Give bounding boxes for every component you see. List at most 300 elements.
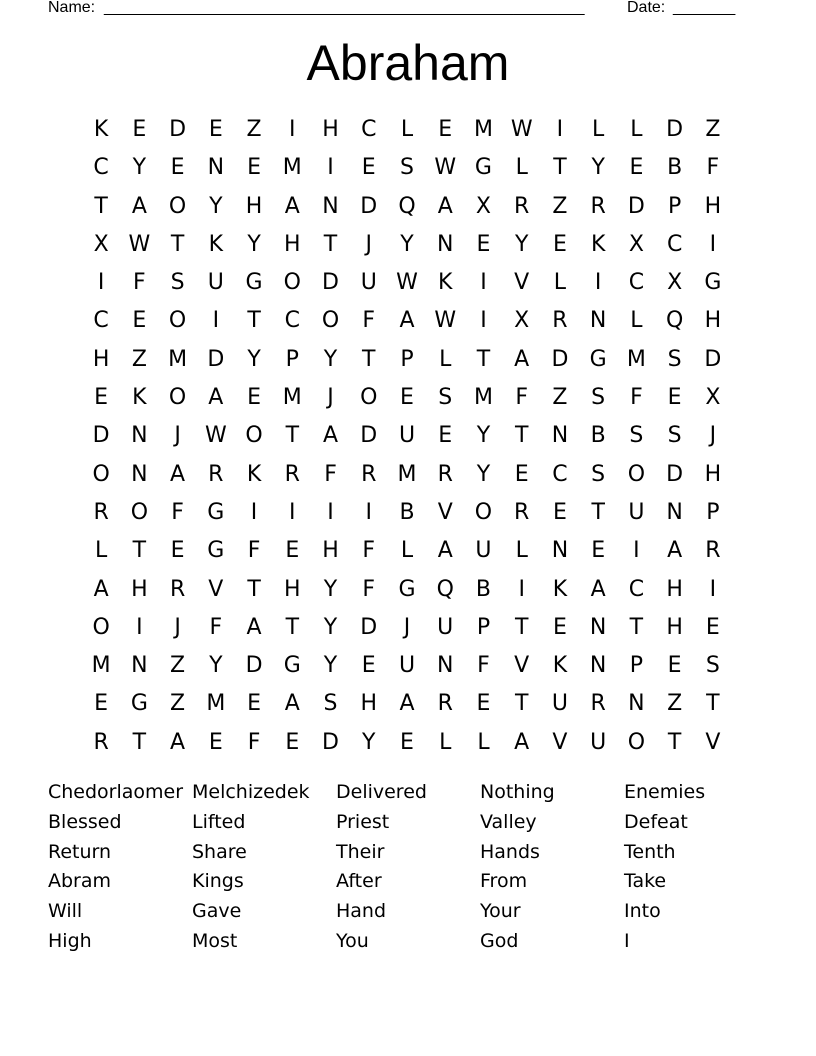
grid-letter: M — [473, 385, 493, 411]
grid-letter: Q — [436, 576, 454, 602]
grid-letter: N — [131, 461, 148, 487]
grid-row — [82, 724, 732, 762]
grid-letter: V — [514, 653, 530, 679]
grid-letter: Z — [170, 691, 186, 717]
grid-letter: T — [476, 346, 491, 372]
word-list-item: Melchizedek — [192, 781, 310, 803]
grid-letter: O — [168, 308, 187, 334]
grid-letter: J — [327, 385, 334, 411]
grid-letter: J — [403, 614, 411, 640]
grid-letter: I — [289, 499, 296, 525]
grid-letter: J — [709, 423, 717, 449]
grid-letter: A — [246, 614, 262, 640]
grid-letter: D — [704, 346, 722, 372]
grid-letter: F — [362, 308, 376, 334]
grid-letter: N — [131, 653, 148, 679]
word-list-item: Into — [624, 900, 661, 923]
grid-letter: E — [552, 499, 567, 525]
grid-letter: F — [630, 385, 643, 411]
grid-letter: X — [93, 231, 109, 257]
grid-letter: U — [207, 270, 224, 296]
grid-letter: D — [360, 423, 378, 449]
grid-letter: L — [400, 117, 414, 142]
grid-letter: Y — [323, 576, 338, 602]
grid-letter: U — [475, 538, 492, 564]
grid-letter: E — [94, 691, 109, 717]
grid-letter: Y — [323, 653, 338, 679]
grid-letter: N — [628, 691, 645, 717]
grid-letter: Y — [323, 346, 338, 372]
grid-row — [82, 456, 732, 494]
grid-letter: H — [245, 193, 263, 219]
grid-letter: O — [92, 461, 110, 487]
word-list-item: Chedorlaomer — [48, 781, 184, 803]
grid-letter: M — [473, 117, 493, 142]
grid-letter: H — [284, 576, 301, 602]
grid-letter: I — [327, 155, 334, 181]
grid-letter: E — [514, 461, 529, 487]
date-field[interactable]: _______ — [673, 0, 736, 16]
grid-letter: I — [327, 499, 334, 525]
word-list-item: Kings — [192, 870, 244, 893]
grid-letter: C — [628, 270, 645, 296]
word-list-item: Abram — [48, 870, 112, 893]
grid-letter: A — [399, 691, 415, 717]
grid-letter: M — [168, 346, 188, 372]
grid-letter: Z — [552, 385, 568, 411]
grid-letter: R — [590, 691, 606, 717]
grid-letter: D — [245, 653, 263, 679]
grid-letter: K — [552, 653, 568, 679]
grid-letter: I — [480, 270, 487, 296]
grid-letter: A — [590, 576, 606, 602]
grid-letter: H — [704, 193, 722, 219]
grid-letter: G — [245, 270, 263, 296]
grid-letter: A — [170, 461, 186, 487]
grid-letter: S — [591, 385, 606, 411]
grid-letter: G — [207, 538, 225, 564]
grid-letter: A — [514, 729, 530, 755]
word-list-item: Enemies — [624, 781, 706, 803]
grid-letter: C — [93, 308, 109, 334]
grid-letter: Z — [131, 346, 147, 372]
grid-letter: N — [207, 155, 225, 181]
grid-letter: K — [208, 231, 224, 257]
grid-letter: S — [400, 155, 414, 181]
grid-letter: E — [170, 538, 185, 564]
grid-letter: D — [322, 270, 339, 296]
grid-letter: O — [283, 270, 301, 296]
name-label: Name: — [48, 0, 96, 16]
grid-letter: C — [361, 117, 377, 142]
grid-letter: W — [128, 231, 151, 257]
grid-letter: Q — [398, 193, 416, 219]
word-list-item: Defeat — [624, 810, 688, 833]
grid-letter: P — [285, 346, 299, 372]
grid-letter: G — [283, 653, 301, 679]
grid-letter: N — [589, 653, 607, 679]
grid-letter: A — [284, 691, 300, 717]
grid-letter: B — [399, 499, 415, 525]
grid-letter: B — [590, 423, 606, 449]
grid-letter: E — [667, 385, 682, 411]
grid-letter: M — [282, 155, 302, 181]
grid-letter: T — [667, 729, 682, 755]
grid-letter: C — [93, 155, 109, 181]
grid-letter: J — [174, 614, 181, 640]
grid-letter: L — [439, 346, 452, 372]
grid-letter: Q — [665, 308, 684, 334]
grid-letter: J — [365, 231, 372, 257]
grid-letter: T — [285, 423, 300, 449]
grid-letter: F — [706, 155, 720, 181]
word-list-item: Share — [192, 840, 247, 863]
grid-letter: H — [666, 576, 683, 602]
grid-letter: Z — [705, 117, 721, 142]
grid-letter: W — [510, 117, 533, 142]
grid-letter: T — [514, 614, 529, 640]
grid-letter: Y — [591, 155, 605, 181]
word-list-item: Your — [480, 900, 521, 923]
word-list-item: Hands — [480, 840, 540, 863]
grid-row — [82, 571, 732, 609]
grid-letter: F — [133, 270, 146, 296]
word-list-item: Return — [48, 840, 112, 863]
grid-letter: I — [212, 308, 220, 334]
grid-letter: Y — [209, 653, 223, 679]
grid-letter: R — [169, 576, 186, 602]
grid-letter: E — [552, 231, 567, 257]
grid-letter: Y — [209, 193, 223, 219]
grid-letter: N — [551, 538, 569, 564]
grid-letter: K — [590, 231, 606, 257]
grid-letter: G — [207, 499, 225, 525]
grid-letter: E — [361, 155, 376, 181]
grid-letter: W — [434, 308, 457, 334]
grid-letter: H — [322, 117, 339, 142]
grid-letter: G — [589, 346, 607, 372]
grid-letter: E — [438, 423, 453, 449]
grid-letter: V — [705, 729, 721, 755]
grid-letter: M — [206, 691, 226, 717]
grid-letter: R — [552, 308, 568, 334]
header — [48, 0, 748, 20]
grid-letter: H — [704, 461, 722, 487]
grid-letter: E — [629, 155, 644, 181]
grid-letter: F — [362, 576, 376, 602]
word-list-item: Lifted — [192, 810, 246, 833]
grid-row — [82, 494, 732, 532]
grid-letter: K — [438, 270, 453, 296]
grid-letter: Y — [362, 729, 376, 755]
grid-letter: D — [627, 193, 645, 219]
word-list-item: God — [480, 929, 519, 952]
grid-letter: D — [92, 423, 110, 449]
grid-letter: R — [514, 499, 530, 525]
grid-row — [82, 302, 732, 340]
grid-letter: T — [514, 423, 529, 449]
grid-letter: F — [247, 729, 261, 755]
grid-letter: C — [552, 461, 568, 487]
grid-letter: N — [666, 499, 683, 525]
grid-letter: I — [709, 576, 717, 602]
grid-letter: X — [475, 193, 491, 219]
grid-letter: D — [666, 117, 684, 142]
grid-letter: A — [93, 576, 109, 602]
grid-letter: P — [706, 499, 720, 525]
grid-letter: D — [360, 193, 378, 219]
word-list-item: Blessed — [48, 810, 122, 833]
grid-letter: I — [365, 499, 372, 525]
grid-letter: R — [437, 461, 453, 487]
grid-row — [82, 609, 732, 647]
grid-letter: Z — [246, 117, 262, 142]
grid-letter: U — [551, 691, 568, 717]
grid-letter: R — [705, 538, 721, 564]
grid-letter: R — [208, 461, 224, 487]
grid-letter: R — [361, 461, 377, 487]
grid-letter: Y — [247, 346, 261, 372]
grid-letter: D — [666, 461, 684, 487]
grid-letter: A — [437, 538, 453, 564]
grid-letter: F — [209, 614, 223, 640]
grid-letter: E — [247, 155, 261, 181]
grid-letter: I — [633, 538, 640, 564]
grid-letter: E — [476, 691, 491, 717]
grid-letter: E — [705, 614, 720, 640]
grid-letter: O — [168, 385, 187, 411]
grid-letter: M — [91, 653, 111, 679]
grid-letter: A — [667, 538, 683, 564]
grid-letter: O — [130, 499, 149, 525]
grid-letter: A — [131, 193, 147, 219]
grid-letter: H — [131, 576, 148, 602]
grid-letter: U — [628, 499, 645, 525]
grid-letter: T — [132, 538, 147, 564]
grid-row — [82, 685, 732, 723]
grid-letter: N — [436, 231, 454, 257]
grid-letter: P — [400, 346, 414, 372]
grid-letter: L — [553, 270, 567, 296]
grid-letter: T — [553, 155, 567, 181]
grid-letter: V — [437, 499, 453, 525]
word-list-item: Most — [192, 929, 238, 952]
grid-letter: Z — [667, 691, 683, 717]
grid-letter: D — [322, 729, 339, 755]
grid-letter: Z — [170, 653, 186, 679]
grid-row — [82, 417, 732, 455]
grid-letter: O — [245, 423, 263, 449]
page-title: Abraham — [306, 35, 510, 91]
grid-letter: E — [208, 117, 223, 142]
grid-letter: W — [434, 155, 457, 181]
grid-letter: Y — [400, 231, 414, 257]
grid-letter: S — [591, 461, 606, 487]
grid-row — [82, 532, 732, 570]
grid-letter: H — [322, 538, 339, 564]
grid-letter: G — [474, 155, 492, 181]
word-list-item: Will — [48, 900, 83, 923]
grid-letter: U — [398, 423, 416, 449]
grid-row — [82, 111, 732, 149]
grid-letter: O — [360, 385, 378, 411]
grid-letter: H — [92, 346, 110, 372]
grid-letter: F — [324, 461, 337, 487]
grid-letter: X — [667, 270, 683, 296]
grid-letter: L — [400, 538, 414, 564]
grid-letter: A — [170, 729, 186, 755]
grid-letter: C — [666, 231, 683, 257]
grid-letter: O — [321, 308, 340, 334]
grid-letter: F — [477, 653, 490, 679]
grid-letter: I — [594, 270, 602, 296]
grid-letter: G — [130, 691, 148, 717]
grid-letter: N — [131, 423, 148, 449]
grid-letter: X — [514, 308, 530, 334]
word-list-item: Delivered — [336, 781, 427, 803]
grid-letter: I — [289, 117, 296, 142]
grid-row — [82, 647, 732, 685]
grid-letter: A — [284, 193, 300, 219]
grid-letter: E — [94, 385, 109, 411]
grid-letter: E — [476, 231, 491, 257]
grid-letter: T — [514, 691, 529, 717]
grid-letter: U — [437, 614, 454, 640]
grid-letter: E — [591, 538, 606, 564]
grid-letter: S — [705, 653, 720, 679]
word-list-item: From — [480, 870, 528, 893]
name-field[interactable]: ______________________________________________________ — [104, 0, 585, 16]
grid-letter: B — [475, 576, 491, 602]
grid-letter: M — [397, 461, 417, 487]
grid-letter: C — [284, 308, 300, 334]
grid-letter: H — [360, 691, 378, 717]
grid-letter: E — [285, 538, 300, 564]
grid-letter: D — [169, 117, 187, 142]
grid-letter: Z — [552, 193, 568, 219]
grid-letter: J — [174, 423, 181, 449]
word-list-item: Nothing — [480, 781, 555, 803]
word-list-item: Take — [624, 870, 667, 893]
word-list-item: You — [336, 929, 369, 952]
grid-letter: E — [400, 385, 414, 411]
grid-row — [82, 149, 732, 187]
word-list-item: Hand — [336, 900, 387, 923]
grid-letter: K — [93, 117, 109, 142]
grid-letter: E — [247, 385, 261, 411]
grid-letter: E — [438, 117, 453, 142]
grid-letter: H — [284, 231, 301, 257]
grid-letter: O — [627, 461, 646, 487]
grid-letter: V — [552, 729, 568, 755]
grid-letter: K — [132, 385, 147, 411]
word-list-item: Priest — [336, 810, 390, 833]
grid-letter: S — [667, 346, 682, 372]
grid-letter: R — [284, 461, 300, 487]
letter-grid — [82, 111, 732, 762]
grid-letter: I — [480, 308, 487, 334]
word-list-item: Their — [336, 840, 385, 863]
grid-letter: Y — [514, 231, 529, 257]
grid-letter: T — [285, 614, 300, 640]
grid-letter: I — [250, 499, 258, 525]
grid-letter: V — [514, 270, 530, 296]
grid-letter: I — [556, 117, 564, 142]
grid-letter: F — [171, 499, 184, 525]
grid-letter: L — [439, 729, 452, 755]
grid-letter: Y — [476, 423, 491, 449]
grid-letter: Y — [132, 155, 147, 181]
grid-row — [82, 264, 732, 302]
grid-letter: F — [362, 538, 376, 564]
grid-letter: E — [400, 729, 414, 755]
grid-letter: T — [362, 346, 376, 372]
grid-letter: L — [515, 155, 528, 181]
grid-letter: A — [514, 346, 530, 372]
grid-letter: E — [552, 614, 567, 640]
grid-letter: I — [97, 270, 105, 296]
grid-letter: F — [515, 385, 529, 411]
grid-row — [82, 379, 732, 417]
grid-letter: H — [666, 614, 683, 640]
grid-letter: A — [208, 385, 224, 411]
grid-letter: W — [396, 270, 418, 296]
grid-letter: B — [667, 155, 683, 181]
grid-letter: E — [132, 117, 147, 142]
grid-letter: T — [247, 576, 261, 602]
grid-letter: H — [704, 308, 722, 334]
word-list-item: Valley — [480, 810, 537, 833]
grid-letter: T — [247, 308, 261, 334]
word-list-item: Gave — [192, 900, 242, 923]
grid-letter: K — [246, 461, 262, 487]
grid-letter: N — [551, 423, 569, 449]
grid-letter: O — [92, 614, 110, 640]
grid-letter: O — [168, 193, 187, 219]
grid-letter: U — [360, 270, 377, 296]
grid-letter: R — [93, 729, 109, 755]
grid-letter: C — [628, 576, 645, 602]
word-list-item: After — [336, 870, 382, 893]
grid-letter: M — [282, 385, 302, 411]
grid-letter: T — [706, 691, 720, 717]
grid-letter: S — [438, 385, 453, 411]
grid-letter: N — [589, 308, 607, 334]
grid-row — [82, 188, 732, 226]
grid-row — [82, 341, 732, 379]
grid-letter: P — [629, 653, 644, 679]
grid-letter: L — [592, 117, 605, 142]
grid-letter: I — [136, 614, 143, 640]
grid-letter: D — [551, 346, 569, 372]
grid-letter: R — [590, 193, 606, 219]
grid-letter: S — [667, 423, 682, 449]
word-list — [48, 778, 768, 957]
grid-letter: A — [437, 193, 453, 219]
grid-letter: O — [474, 499, 493, 525]
word-list-item: High — [48, 929, 92, 952]
grid-letter: T — [170, 231, 185, 257]
grid-letter: T — [323, 231, 338, 257]
date-label: Date: — [627, 0, 666, 16]
word-list-item: Tenth — [624, 840, 676, 863]
grid-letter: F — [247, 538, 261, 564]
grid-letter: R — [514, 193, 530, 219]
grid-letter: E — [247, 691, 261, 717]
grid-letter: O — [627, 729, 646, 755]
grid-letter: T — [629, 614, 644, 640]
grid-letter: D — [360, 614, 378, 640]
